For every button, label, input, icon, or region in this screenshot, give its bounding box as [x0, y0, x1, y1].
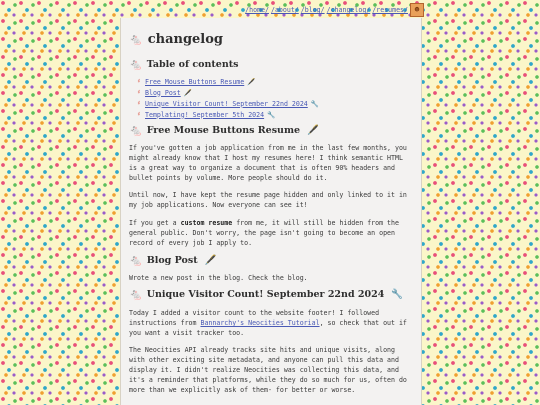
- toc-link[interactable]: Blog Post: [145, 88, 181, 97]
- avatar-face-icon[interactable]: ☻: [410, 3, 424, 17]
- toc-item[interactable]: [137, 76, 319, 87]
- nav-link-home[interactable]: /home/: [245, 6, 269, 14]
- wrench-icon: 🔧: [310, 99, 319, 108]
- section-heading-text: Blog Post: [146, 255, 198, 266]
- section-heading-visitor: [129, 288, 403, 301]
- nav-link-blog[interactable]: /blog/: [300, 6, 325, 14]
- paragraph: The Neocities API already tracks site hits and unique visits, along with other exciting site metadata, and anyone can pull this data and display it. I didn't realize Neocities was collecting this data, and it's a reminder that platforms, while they do so much for us, often do more than we explicitly ask of them- for better or worse.: [129, 346, 407, 394]
- section-heading-blog: [129, 254, 216, 267]
- toc-link[interactable]: Unique Visitor Count! September 22nd 2024: [145, 99, 308, 108]
- toc-list: [137, 76, 319, 120]
- section-heading-text: Free Mouse Buttons Resume: [146, 125, 301, 136]
- pen-icon: 🖋️: [204, 255, 217, 266]
- paragraph-text: If you get a: [129, 219, 181, 227]
- page-title: [129, 32, 223, 47]
- paragraph-text: Today I added a visitor count to the website footer! I followed instructions from: [129, 309, 380, 327]
- breadcrumb-nav: [244, 3, 424, 17]
- paragraph: Wrote a new post in the blog. Check the blog.: [129, 274, 308, 282]
- nav-link-about[interactable]: /about/: [270, 6, 299, 14]
- toc-item[interactable]: [137, 109, 319, 120]
- wrench-icon: 🔧: [267, 110, 276, 119]
- mouse-icon: 🐁: [129, 124, 143, 137]
- toc-link[interactable]: Free Mouse Buttons Resume: [145, 77, 245, 86]
- paragraph: [129, 218, 414, 248]
- paragraph: [129, 308, 414, 338]
- toc-heading: [129, 58, 238, 71]
- page-container: [120, 18, 422, 405]
- toc-heading-text: Table of contents: [146, 59, 239, 70]
- pen-icon: 🖋️: [307, 125, 319, 136]
- paragraph-text: , so check that out if you want a visit tracker too.: [129, 319, 407, 337]
- paragraph: Until now, I have kept the resume page hidden and only linked to it in my job applications. Now everyone can see it!: [129, 191, 407, 209]
- bullet-icon: ♯: [137, 89, 141, 96]
- tutorial-link[interactable]: Bannarchy's Neocities Tutorial: [200, 319, 320, 327]
- page-title-text: changelog: [147, 32, 224, 47]
- bullet-icon: ♯: [137, 111, 141, 118]
- section-heading-text: Unique Visitor Count! September 22nd 2024: [146, 289, 385, 300]
- pen-icon: 🖋️: [183, 88, 192, 97]
- wrench-icon: 🔧: [391, 289, 404, 300]
- mouse-icon: 🐁: [129, 254, 143, 267]
- toc-item[interactable]: [137, 87, 319, 98]
- toc-item[interactable]: [137, 98, 319, 109]
- nav-link-resumes[interactable]: /resumes/: [372, 6, 408, 14]
- bold-text: custom resume: [180, 219, 233, 227]
- mouse-icon: 🐁: [129, 288, 143, 301]
- paragraph-text: from me, it will still be hidden from the general public. Don't worry, the page isn't going to become an open record of every job I apply to.: [129, 219, 399, 247]
- paragraph: If you've gotten a job application from me in the last few months, you might already know that I host my resumes here! I think semantic HTML is a great way to organize a document that is often 90% headers and bullet points by volume. More people should do it.: [129, 144, 407, 182]
- nav-link-changelog[interactable]: /changelog/: [326, 6, 371, 14]
- mouse-icon: 🐁: [129, 58, 143, 71]
- section-heading-resume: [129, 124, 319, 137]
- bullet-icon: ♯: [137, 100, 141, 107]
- bullet-icon: ♯: [137, 78, 141, 85]
- mouse-icon: 🐁: [129, 33, 143, 46]
- pen-icon: 🖋️: [247, 77, 256, 86]
- toc-link[interactable]: Templating! September 5th 2024: [145, 110, 265, 119]
